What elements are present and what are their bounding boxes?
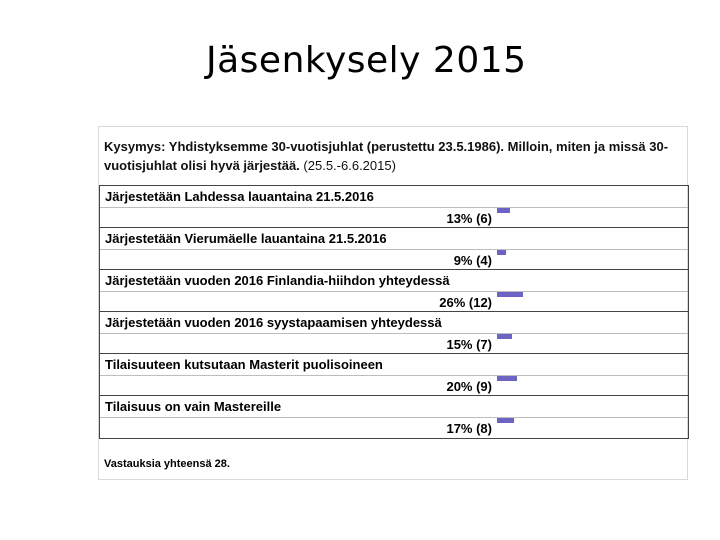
answer-rows: [99, 185, 689, 439]
answer-value-label: 15% (7): [446, 337, 492, 352]
answer-row: [99, 395, 689, 439]
answer-row: [99, 227, 689, 269]
row-divider: [100, 417, 688, 418]
answer-bar: [497, 334, 512, 339]
answer-value-label: 13% (6): [446, 211, 492, 226]
answer-bar: [497, 376, 517, 381]
answer-bar: [497, 292, 523, 297]
row-divider: [100, 207, 688, 208]
answer-value-label: 17% (8): [446, 421, 492, 436]
answer-label: Järjestetään vuoden 2016 syystapaamisen yhteydessä: [105, 315, 442, 330]
answer-bar: [497, 208, 510, 213]
answer-value-label: 20% (9): [446, 379, 492, 394]
slide-title: Jäsenkysely 2015: [206, 40, 527, 81]
question-text: [104, 137, 684, 175]
answer-value-label: 26% (12): [439, 295, 492, 310]
survey-chart: [98, 126, 688, 480]
answer-label: Järjestetään vuoden 2016 Finlandia-hiihdon yhteydessä: [105, 273, 450, 288]
answer-label: Järjestetään Vierumäelle lauantaina 21.5.2016: [105, 231, 387, 246]
answer-label: Tilaisuus on vain Mastereille: [105, 399, 282, 414]
answer-row: [99, 269, 689, 311]
answer-bar: [497, 418, 514, 423]
answer-row: [99, 311, 689, 353]
question-dates: (25.5.-6.6.2015): [303, 158, 396, 173]
question-title: Kysymys: Yhdistyksemme 30-vuotisjuhlat (perustettu 23.5.1986). Milloin, miten ja missä 30-vuotisjuhlat olisi hyvä järjestää.: [104, 139, 669, 173]
row-divider: [100, 333, 688, 334]
response-total: Vastauksia yhteensä 28.: [104, 458, 230, 470]
answer-bar: [497, 250, 506, 255]
answer-label: Tilaisuuteen kutsutaan Masterit puolisoineen: [105, 357, 383, 372]
answer-label: Järjestetään Lahdessa lauantaina 21.5.2016: [105, 189, 374, 204]
answer-row: [99, 185, 689, 227]
answer-value-label: 9% (4): [453, 253, 492, 268]
row-divider: [100, 375, 688, 376]
row-divider: [100, 249, 688, 250]
answer-row: [99, 353, 689, 395]
row-divider: [100, 291, 688, 292]
